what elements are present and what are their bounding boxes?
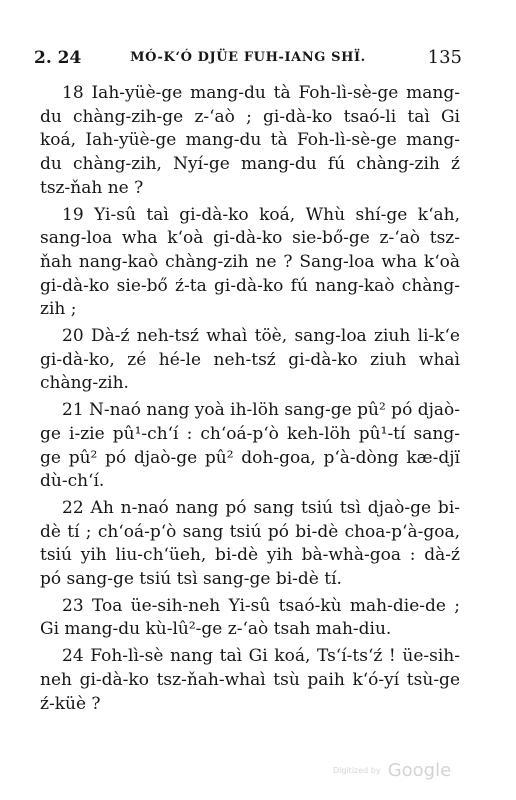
verse-list bbox=[40, 82, 460, 719]
google-logo: Google bbox=[387, 760, 452, 781]
verse-22: 22 Ah n-naó nang pó sang tsiú tsì djaò-ge bi-dè tí ; ch‘oá-p‘ò sang tsiú pó bi-dè choa-p‘à-goa, tsiú yih liu-ch‘üeh, bi-dè yih bà-whà-goa : dà-ź pó sang-ge tsiú tsì sang-ge bi-dè tí. bbox=[40, 497, 460, 590]
verse-23: 23 Toa üe-sih-neh Yi-sû tsaó-kù mah-die-de ; Gi mang-du kù-lû²-ge z-‘aò tsah mah-diu. bbox=[40, 595, 460, 640]
watermark-prefix: Digitized by bbox=[333, 766, 381, 775]
verse-21: 21 N-naó nang yoà ih-löh sang-ge pû² pó djaò-ge i-zie pû¹-ch‘í : ch‘oá-p‘ò keh-löh pû¹-tí sang-ge pû² pó djaò-ge pû² doh-goa, p‘à-dòng kæ-djï dù-ch‘í. bbox=[40, 400, 460, 492]
verse-24: 24 Foh-lì-sè nang taì Gi koá, Ts‘í-ts‘ź ! üe-sih-neh gi-dà-ko tsz-ňah-whaì tsù paih k‘ó-yí tsù-ge ź-küè ? bbox=[40, 646, 460, 714]
running-header bbox=[34, 44, 462, 72]
chapter-verse-ref: 2. 24 bbox=[34, 48, 82, 68]
running-title: MÓ-K‘Ó DJÜE FUH-IANG SHÏ. bbox=[130, 50, 366, 65]
verse-20: 20 Dà-ź neh-tsź whaì töè, sang-loa ziuh li-k‘e gi-dà-ko, zé hé-le neh-tsź gi-dà-ko ziuh whaì chàng-zih. bbox=[40, 326, 460, 394]
page-number: 135 bbox=[427, 47, 462, 68]
verse-18: 18 Iah-yüè-ge mang-du tà Foh-lì-sè-ge mang-du chàng-zih-ge z-‘aò ; gi-dà-ko tsaó-li taì Gi koá, Iah-yüè-ge mang-du tà Foh-lì-sè-ge mang-du chàng-zih, Nyí-ge mang-du fú chàng-zih ź tsz-ňah ne ? bbox=[40, 83, 460, 198]
digitized-watermark bbox=[333, 760, 453, 784]
verse-19: 19 Yi-sû taì gi-dà-ko koá, Whù shí-ge k‘ah, sang-loa wha k‘oà gi-dà-ko sie-bő-ge z-‘aò tsz-ňah nang-kaò chàng-zih ne ? Sang-loa wha k‘oà gi-dà-ko sie-bő ź-ta gi-dà-ko fú nang-kaò chàng-zih ; bbox=[40, 204, 460, 320]
